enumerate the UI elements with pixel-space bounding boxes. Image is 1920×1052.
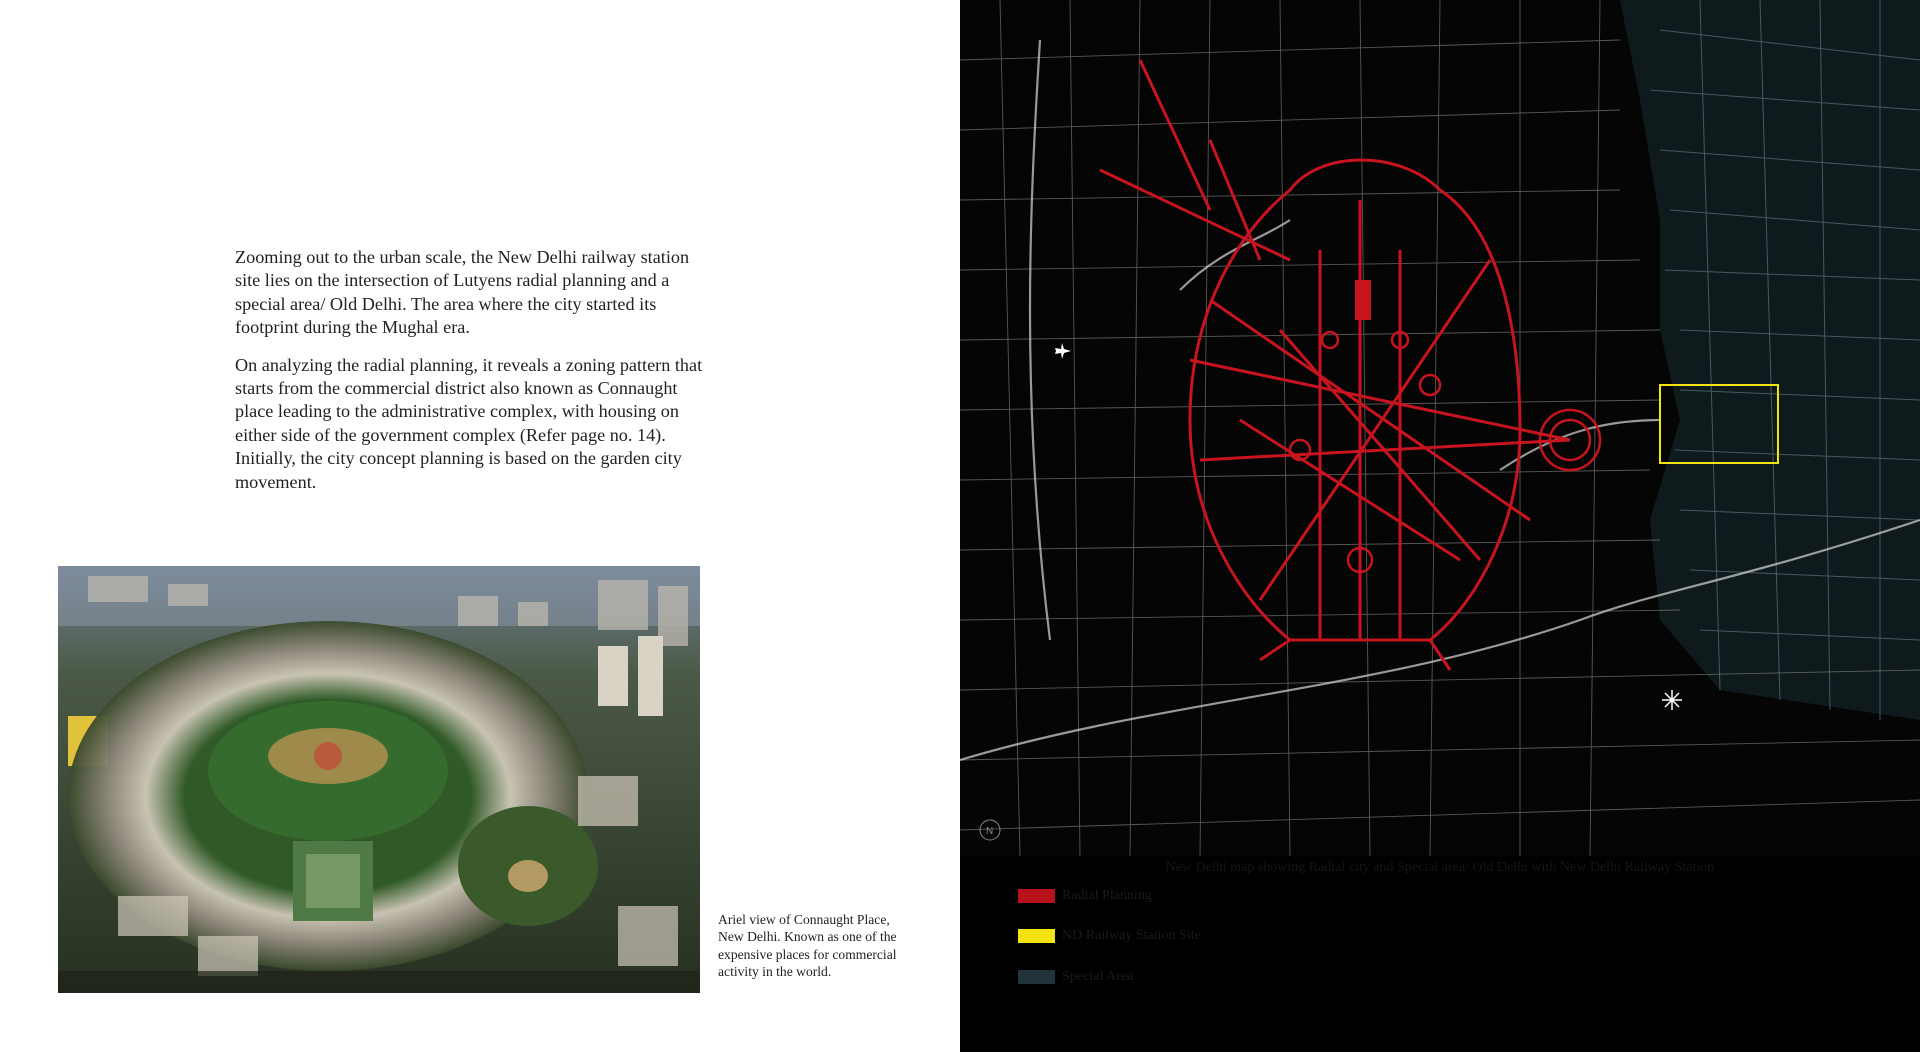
connaught-place-aerial-photo [58, 566, 700, 993]
map-title: New Delhi map showing Radial city and Special area/ Old Delhi with New Delhi Railway Station [1165, 860, 1715, 875]
compass-star-icon [1662, 690, 1682, 710]
article-paragraph-2: On analyzing the radial planning, it reveals a zoning pattern that starts from the commercial district also known as Connaught place leading to the administrative complex, with housing on either side of the government complex (Refer page no. 14). Initially, the city concept planning is based on the garden city movement. [235, 354, 703, 492]
right-page [960, 0, 1920, 1052]
legend-swatch-special-area [1018, 970, 1055, 984]
legend-swatch-railway-station-site [1018, 929, 1055, 943]
legend-label-railway-station-site: ND Railway Station Site [1062, 928, 1201, 943]
article-paragraph-1: Zooming out to the urban scale, the New Delhi railway station site lies on the intersection of Lutyens radial planning and a special area/ Old Delhi. The area where the city started its footprint during the Mughal era. [235, 247, 690, 338]
photo-caption: Ariel view of Connaught Place, New Delhi. Known as one of the expensive places for commercial activity in the world. [718, 912, 897, 980]
svg-text:N: N [986, 826, 994, 837]
delhi-map [960, 0, 1920, 856]
article-text [235, 246, 705, 508]
legend-label-radial-planning: Radial Planning [1062, 888, 1152, 903]
legend-swatch-radial-planning [1018, 889, 1055, 903]
legend-label-special-area: Special Area [1062, 969, 1134, 984]
